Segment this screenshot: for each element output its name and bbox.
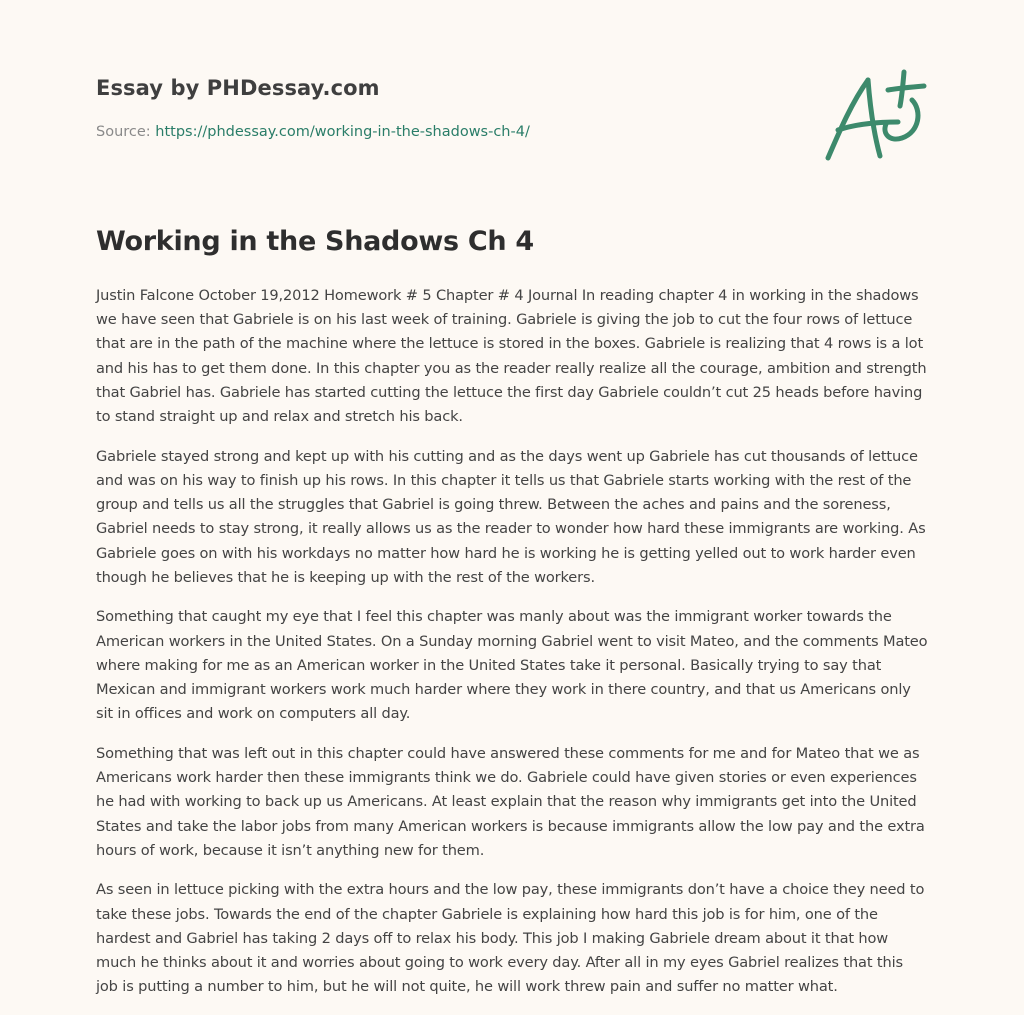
essay-paragraph: As seen in lettuce picking with the extra hours and the low pay, these immigrants don’t have a choice they need to take these jobs. Towards the end of the chapter Gabriele is explaining how hard this job is for him, one of the hardest and Gabriel has taking 2 days off to relax his body. This job I making Gabriele dream about it that how much he thinks about it and worries about going to work every day. After all in my eyes Gabriel realizes that this job is putting a number to him, but he will not quite, he will work threw pain and suffer no matter what. — [96, 881, 925, 996]
essay-paragraph: Something that caught my eye that I feel this chapter was manly about was the immigrant worker towards the American workers in the United States. On a Sunday morning Gabriel went to visit Mateo, and the comments Mateo where making for me as an American worker in the United States take it personal. Basically trying to say that Mexican and immigrant workers work much harder where they work in there country, and that us Americans only sit in offices and work on computers all day. — [96, 608, 928, 723]
essay-body — [96, 284, 928, 1015]
source-link[interactable]: https://phdessay.com/working-in-the-shadows-ch-4/ — [155, 124, 530, 140]
a-plus-logo-icon — [818, 64, 930, 168]
essay-paragraph: Gabriele stayed strong and kept up with his cutting and as the days went up Gabriele has cut thousands of lettuce and was on his way to finish up his rows. In this chapter it tells us that Gabriele starts working with the rest of the group and tells us all the struggles that Gabriel is going threw. Between the aches and pains and the soreness, Gabriel needs to stay strong, it really allows us as the reader to wonder how hard these immigrants are working. As Gabriele goes on with his workdays no matter how hard he is working he is getting yelled out to work harder even though he believes that he is keeping up with the rest of the workers. — [96, 447, 926, 586]
essay-paragraph: Something that was left out in this chapter could have answered these comments for me and for Mateo that we as Americans work harder then these immigrants think we do. Gabriele could have given stories or even experiences he had with working to back up us Americans. At least explain that the reason why immigrants get into the United States and take the labor jobs from many American workers is because immigrants allow the low pay and the extra hours of work, because it isn’t anything new for them. — [96, 744, 925, 859]
source-line — [96, 124, 530, 140]
essay-title: Working in the Shadows Ch 4 — [96, 226, 534, 257]
site-brand: Essay by PHDessay.com — [96, 76, 380, 100]
essay-paragraph: Justin Falcone October 19,2012 Homework # 5 Chapter # 4 Journal In reading chapter 4 in working in the shadows we have seen that Gabriele is on his last week of training. Gabriele is giving the job to cut the four rows of lettuce that are in the path of the machine where the lettuce is stored in the boxes. Gabriele is realizing that 4 rows is a lot and his has to get them done. In this chapter you as the reader really realize all the courage, ambition and strength that Gabriel has. Gabriele has started cutting the lettuce the first day Gabriele couldn’t cut 25 heads before having to stand straight up and relax and stretch his back. — [96, 287, 927, 426]
source-label: Source: — [96, 124, 156, 140]
